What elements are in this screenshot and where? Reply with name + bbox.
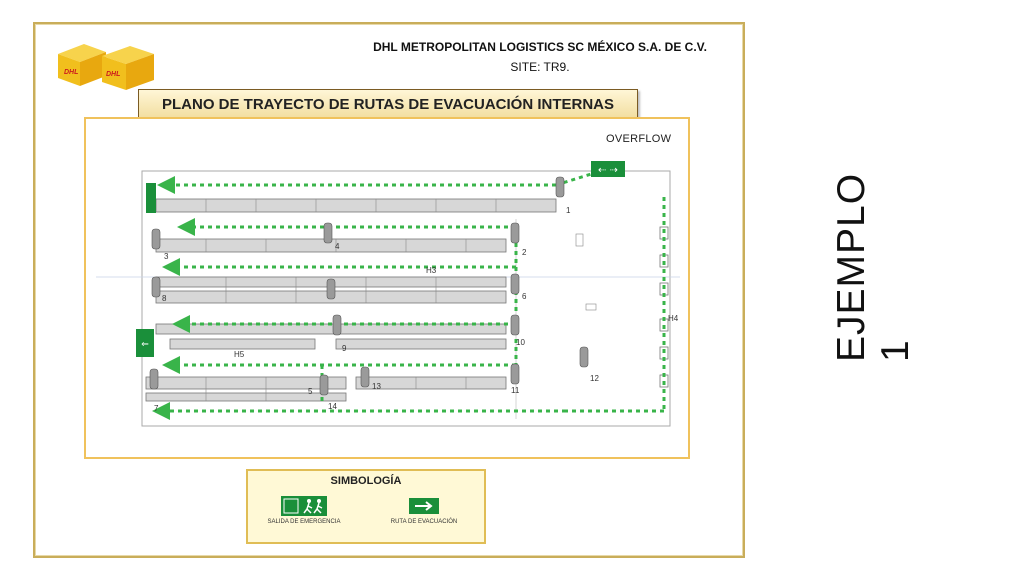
svg-text:14: 14 — [328, 402, 337, 411]
svg-text:⇐: ⇐ — [141, 340, 149, 350]
evacuation-route-arrow-icon — [409, 496, 439, 516]
svg-text:10: 10 — [516, 338, 525, 347]
svg-text:⇠ ⇢: ⇠ ⇢ — [598, 165, 618, 176]
plan-title: PLANO DE TRAYECTO DE RUTAS DE EVACUACIÓN INTERNAS — [138, 89, 638, 119]
dhl-boxes-logo — [54, 40, 158, 92]
svg-text:DHL: DHL — [106, 71, 121, 78]
rack-rows — [146, 199, 556, 401]
extinguisher-1 — [556, 177, 564, 197]
svg-text:2: 2 — [522, 248, 527, 257]
legend-box — [246, 469, 486, 544]
svg-text:8: 8 — [162, 294, 167, 303]
legend-item-evacuation-route — [384, 496, 464, 525]
extinguisher-14 — [320, 375, 328, 395]
svg-text:3: 3 — [164, 252, 169, 261]
extinguisher-5 — [327, 279, 335, 299]
emergency-exit-sign-west — [136, 329, 154, 357]
svg-text:12: 12 — [590, 374, 599, 383]
warehouse-floor-plan — [86, 119, 690, 459]
svg-text:6: 6 — [522, 292, 527, 301]
extinguisher-13 — [361, 367, 369, 387]
extinguisher-11 — [511, 364, 519, 384]
legend-label-evacuation-route: RUTA DE EVACUACIÓN — [390, 519, 458, 525]
overflow-label: OVERFLOW — [606, 133, 672, 145]
legend-title: SIMBOLOGÍA — [330, 475, 402, 487]
svg-text:DHL: DHL — [64, 69, 79, 76]
svg-text:H3: H3 — [426, 266, 437, 275]
extinguisher-6 — [511, 274, 519, 294]
side-example-label: EJEMPLO 1 — [830, 172, 917, 362]
svg-text:1: 1 — [566, 206, 571, 215]
svg-text:7: 7 — [154, 404, 159, 413]
emergency-exit-sign-north — [591, 161, 625, 177]
svg-text:H5: H5 — [234, 350, 245, 359]
evacuation-map — [84, 117, 690, 459]
svg-text:4: 4 — [335, 242, 340, 251]
extinguisher-10 — [511, 315, 519, 335]
extinguisher-3 — [152, 229, 160, 249]
svg-text:11: 11 — [511, 386, 520, 395]
extinguisher-8 — [152, 277, 160, 297]
company-name: DHL METROPOLITAN LOGISTICS SC MÉXICO S.A. DE C.V. — [373, 40, 707, 54]
svg-text:H4: H4 — [668, 314, 679, 323]
legend-item-emergency-exit — [264, 496, 344, 525]
site-code: SITE: TR9. — [510, 60, 570, 74]
svg-text:9: 9 — [342, 344, 347, 353]
extinguisher-4 — [324, 223, 332, 243]
extinguisher-2 — [511, 223, 519, 243]
emergency-exit-sign-nw — [146, 183, 156, 213]
extinguisher-7 — [150, 369, 158, 389]
svg-text:5: 5 — [308, 387, 313, 396]
extinguisher-9 — [333, 315, 341, 335]
legend-label-emergency-exit: SALIDA DE EMERGENCIA — [267, 519, 341, 525]
emergency-exit-sign-icon — [281, 496, 327, 516]
extinguisher-12 — [580, 347, 588, 367]
svg-text:13: 13 — [372, 382, 381, 391]
